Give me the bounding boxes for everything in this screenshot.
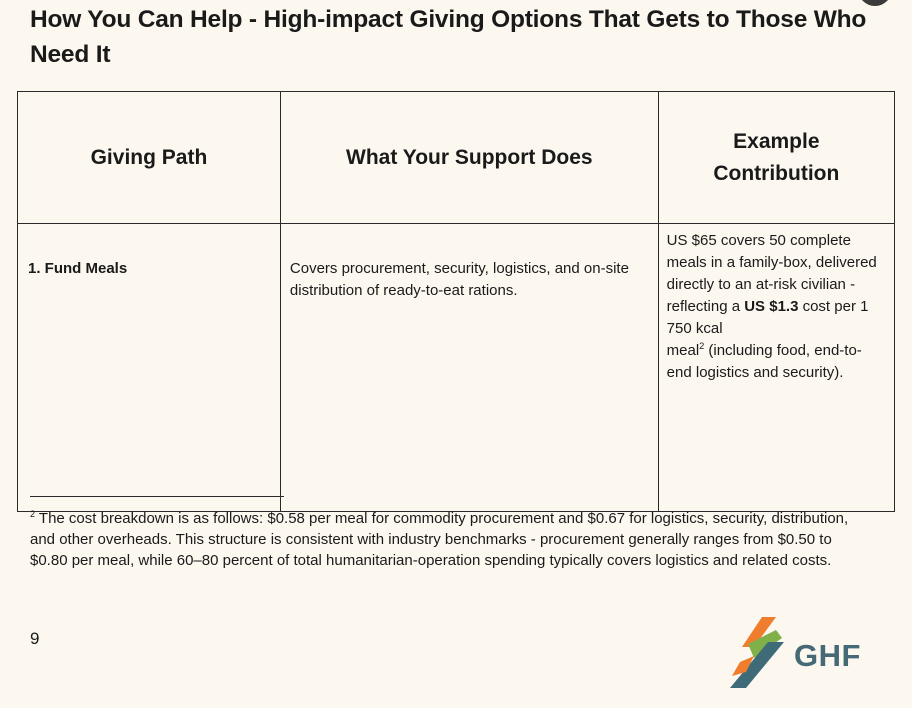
example-lead-text: US $65 covers 50 complete meals in a family-box, delivered directly to an at-risk civilian - reflecting a — [666, 232, 877, 315]
header-giving-path: Giving Path — [18, 92, 281, 224]
table-row — [18, 224, 895, 512]
ghf-logo-icon — [724, 614, 794, 694]
footnote-divider — [30, 496, 284, 497]
footnote-marker: 2 — [30, 509, 36, 519]
example-tail-text: (including food, end-to-end logistics and security). — [666, 342, 862, 381]
giving-options-table — [17, 91, 895, 512]
cell-giving-path: 1. Fund Meals — [18, 224, 281, 512]
header-example-contribution: Example Contribution — [658, 92, 894, 224]
page-title: How You Can Help - High-impact Giving Options That Gets to Those Who Need It — [30, 6, 867, 68]
footnote — [30, 508, 860, 571]
example-cost-per-kcal: cost per 1 750 kcal — [666, 298, 869, 337]
footnote-reference[interactable]: 2 — [699, 341, 705, 351]
cell-support-description: Covers procurement, security, logistics, and on-site distribution of ready-to-eat rations. — [280, 224, 658, 512]
example-meal-word: meal — [666, 342, 700, 359]
table-header-row — [18, 92, 895, 224]
ghf-logo — [724, 614, 874, 694]
footnote-text: The cost breakdown is as follows: $0.58 per meal for commodity procurement and $0.67 for logistics, security, distribution, and other overheads. This structure is consistent with industry benchmarks - procurement generally ranges from $0.50 to $0.80 per meal, while 60–80 percent of total humanitarian-operation spending typically covers logistics and related costs. — [30, 510, 849, 569]
header-what-support-does: What Your Support Does — [280, 92, 658, 224]
logo-text: GHF — [794, 638, 861, 673]
page-number: 9 — [30, 629, 40, 648]
example-cost-amount: US $1.3 — [744, 298, 799, 315]
cell-example-contribution — [658, 224, 894, 512]
